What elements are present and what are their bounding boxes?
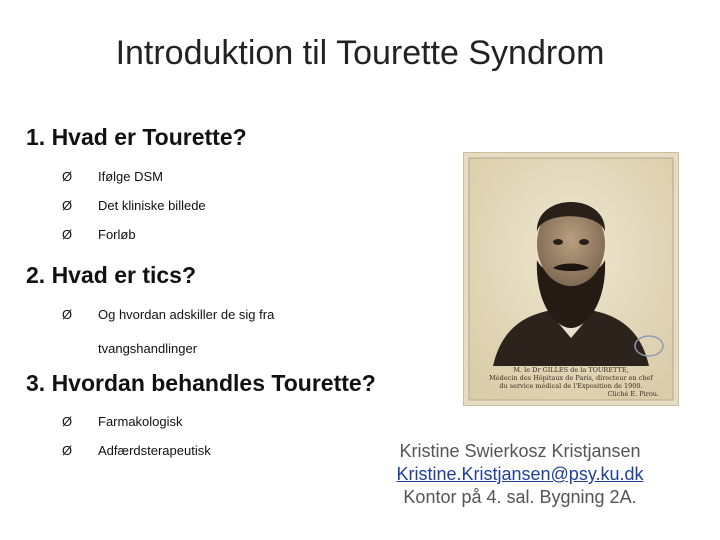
bullet-text: Ifølge DSM [98, 169, 164, 184]
portrait-image [463, 152, 679, 406]
arrow-bullet-icon: Ø [62, 169, 73, 184]
bullet-item [62, 226, 136, 244]
contact-office: Kontor på 4. sal. Bygning 2A. [403, 487, 637, 507]
bullet-text: Adfærdsterapeutisk [98, 443, 211, 458]
slide-title: Introduktion til Tourette Syndrom [115, 34, 605, 72]
section-heading-2: 2. Hvad er tics? [26, 262, 197, 288]
portrait-caption-line: M. le Dr GILLES de la TOURETTE, [513, 366, 629, 374]
bullet-text: Og hvordan adskiller de sig fra tvangshandlinger [98, 307, 275, 356]
portrait-caption-line: du service médical de l'Exposition de 1900. [499, 382, 643, 390]
section-heading-1: 1. Hvad er Tourette? [26, 124, 247, 150]
arrow-bullet-icon: Ø [62, 227, 73, 242]
arrow-bullet-icon: Ø [62, 307, 73, 322]
arrow-bullet-icon: Ø [62, 443, 73, 458]
bullet-text: Forløb [98, 227, 136, 242]
contact-email-link[interactable]: Kristine.Kristjansen@psy.ku.dk [396, 464, 644, 484]
section-heading-3: 3. Hvordan behandles Tourette? [26, 370, 376, 396]
bullet-item [62, 306, 338, 366]
bullet-item [62, 197, 206, 215]
bullet-item [62, 413, 183, 431]
bullet-item [62, 168, 163, 186]
bullet-text: Farmakologisk [98, 414, 183, 429]
contact-block [365, 440, 675, 509]
portrait-caption-line: Médecin des Hôpitaux de Paris, directeur en chef [489, 374, 653, 382]
contact-name: Kristine Swierkosz Kristjansen [399, 441, 641, 461]
portrait-caption-line: Cliché E. Pirou. [607, 390, 659, 398]
bullet-item [62, 442, 211, 460]
arrow-bullet-icon: Ø [62, 198, 73, 213]
bullet-text: Det kliniske billede [98, 198, 206, 213]
arrow-bullet-icon: Ø [62, 414, 73, 429]
